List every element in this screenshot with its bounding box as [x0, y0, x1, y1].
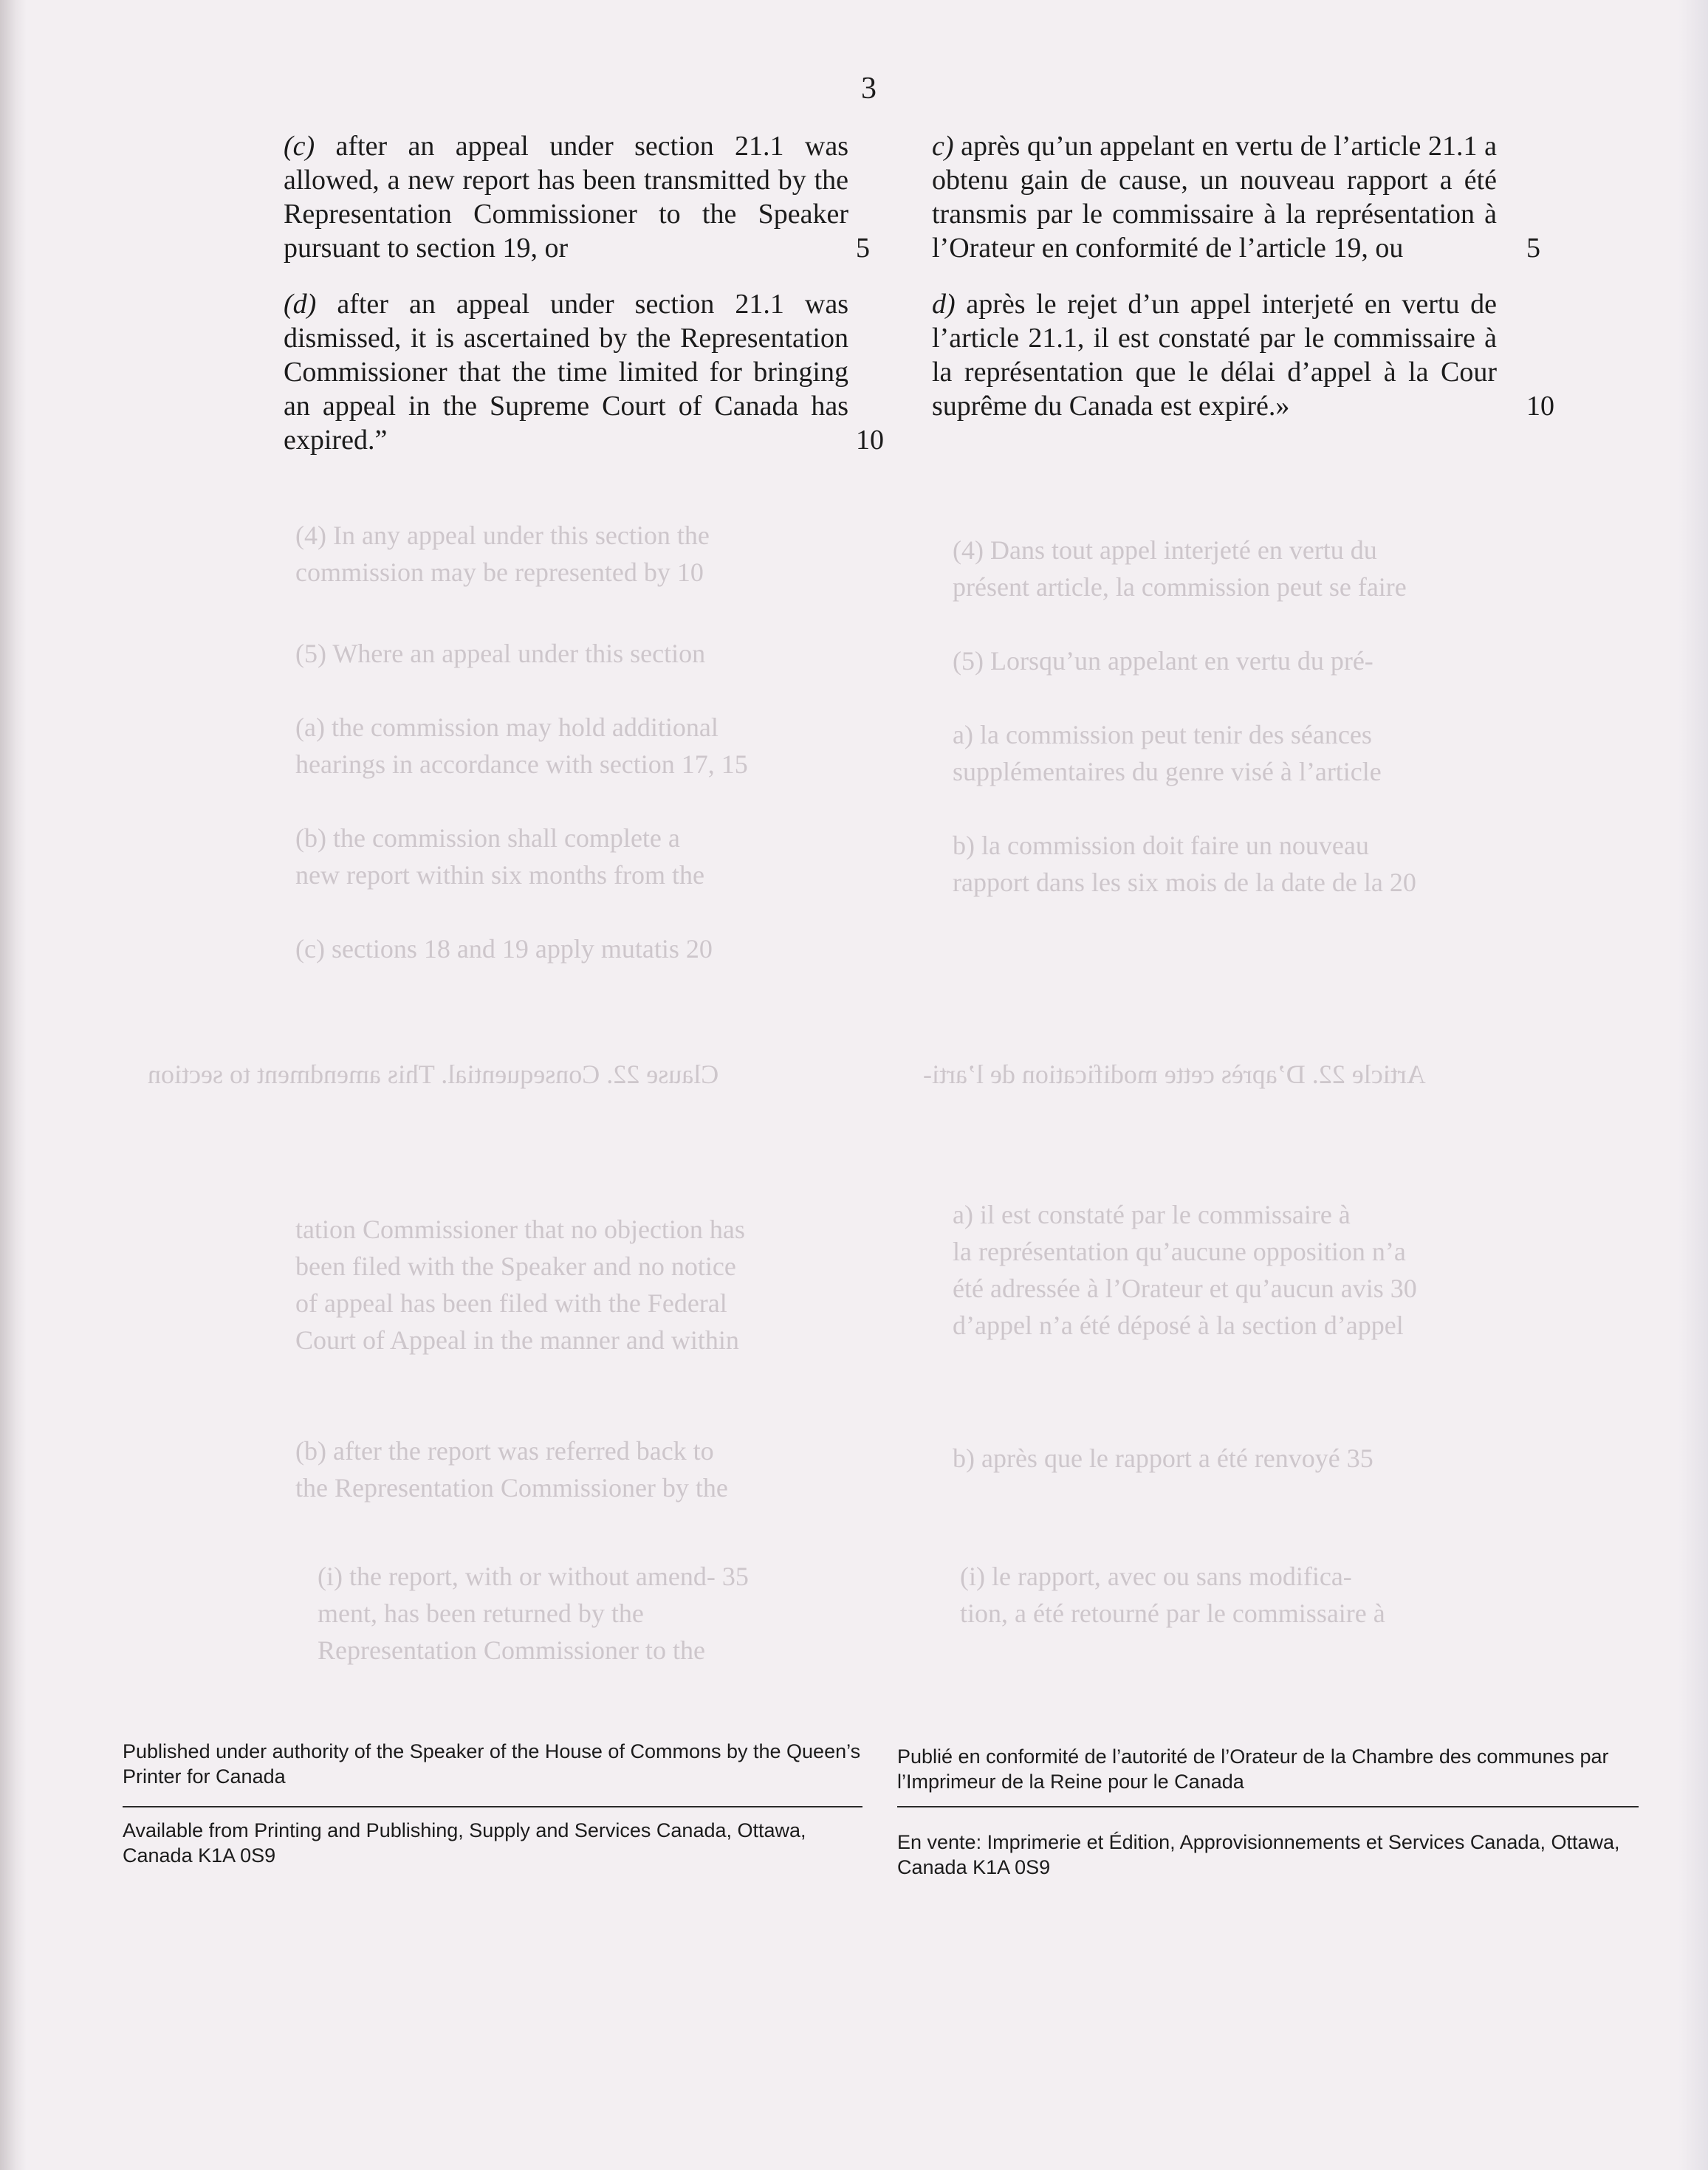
paragraph-label: (d): [284, 289, 317, 320]
footer-english-available: Available from Printing and Publishing, Supply and Services Canada, Ottawa, Canada K1A 0S9: [123, 1819, 806, 1867]
footer-english-published: Published under authority of the Speaker of the House of Commons by the Queen’s Printer for Canada: [123, 1740, 861, 1788]
line-number-marker: 10: [1526, 391, 1554, 422]
footer-divider-french: [897, 1806, 1639, 1807]
english-paragraph-c: [284, 129, 870, 265]
english-column: [284, 129, 884, 457]
french-column: [932, 129, 1554, 423]
page-binding-edge: [0, 0, 27, 2170]
footer-french-published: Publié en conformité de l’autorité de l’Orateur de la Chambre des communes par l’Imprimeur de la Reine pour le Canada: [897, 1745, 1609, 1793]
paragraph-text: après qu’un appelant en vertu de l’article 21.1 a obtenu gain de cause, un nouveau rapport a été transmis par le commissaire à la représentation à l’Orateur en conformité de l’article 19, ou: [932, 131, 1497, 264]
line-number-marker: 5: [1526, 233, 1540, 264]
paragraph-label: (c): [284, 131, 315, 162]
footer-divider-english: [123, 1806, 862, 1807]
french-paragraph-c: [932, 129, 1540, 265]
english-paragraph-d: [284, 287, 884, 457]
french-paragraph-d: [932, 287, 1554, 423]
paragraph-text: after an appeal under section 21.1 was allowed, a new report has been transmitted by the Representation Commissioner to the Speaker pursuant to section 19, or: [284, 131, 848, 264]
paragraph-text: after an appeal under section 21.1 was dismissed, it is ascertained by the Representation Commissioner that the time limited for bringing an appeal in the Supreme Court of Canada has expired.”: [284, 289, 848, 456]
line-number-marker: 10: [856, 425, 884, 456]
page-right-edge: [1678, 0, 1708, 2170]
paragraph-text: après le rejet d’un appel interjeté en vertu de l’article 21.1, il est constaté par le commissaire à la représentation que le délai d’appel à la Cour suprême du Canada est expiré.»: [932, 289, 1497, 422]
paragraph-label: c): [932, 131, 954, 162]
paragraph-label: d): [932, 289, 956, 320]
line-number-marker: 5: [856, 233, 870, 264]
page-number: 3: [861, 72, 877, 106]
footer-french-available: En vente: Imprimerie et Édition, Approvisionnements et Services Canada, Ottawa, Canada K1A 0S9: [897, 1831, 1620, 1878]
